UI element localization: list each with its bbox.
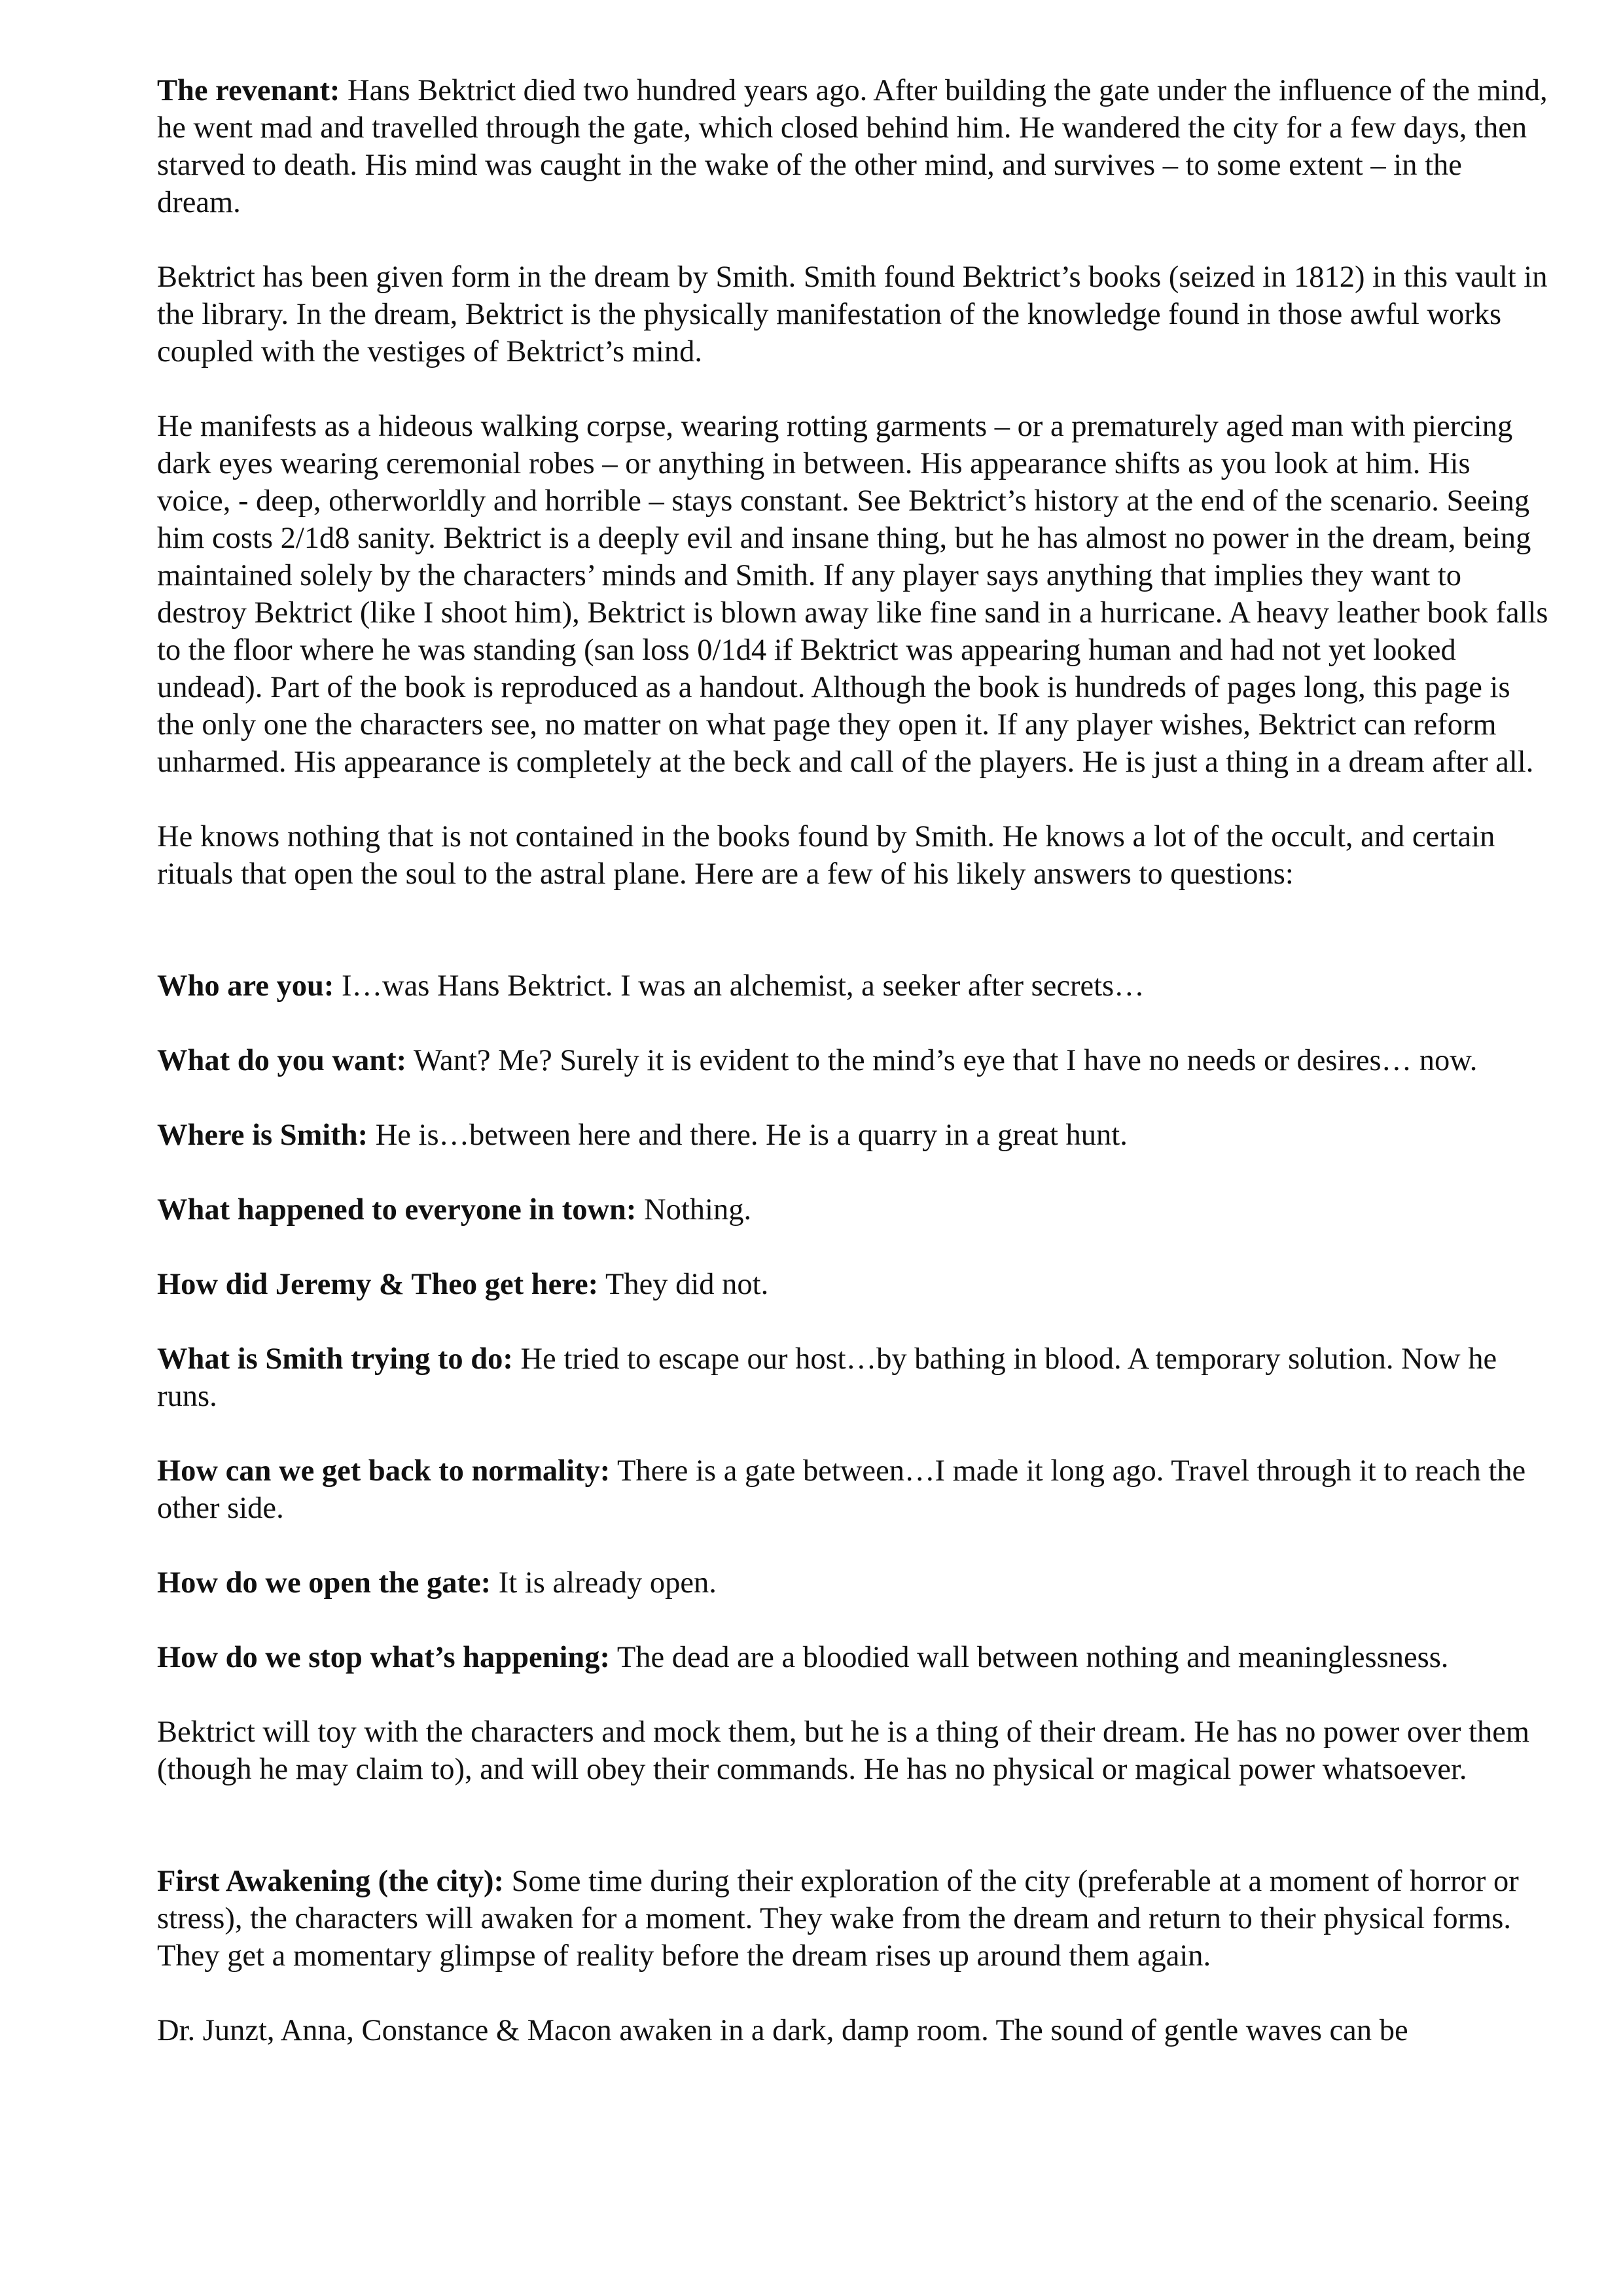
qa-question: What happened to everyone in town: [157,1193,637,1227]
spacer [157,1825,1551,1863]
paragraph-manifestation [157,408,1551,781]
qa-question: Who are you: [157,969,334,1003]
spacer [157,930,1551,967]
qa-answer: Nothing. [636,1193,752,1227]
paragraph-heading: The revenant: [157,74,340,107]
paragraph-text: Some time during their exploration of the city (preferable at a moment of horror or stress), the characters will awaken for a moment. They wake from the dream and return to their physical forms. They get a momentary glimpse of reality before the dream rises up around them again. [157,1865,1519,1973]
paragraph-final [157,2012,1551,2049]
paragraph-knowledge [157,818,1551,893]
qa-item [157,1191,1551,1229]
qa-answer: I…was Hans Bektrict. I was an alchemist, a seeker after secrets… [334,969,1145,1003]
paragraph-text: Bektrict will toy with the characters and mock them, but he is a thing of their dream. He has no power over them (though he may claim to), and will obey their commands. He has no physical or magical power whatsoever. [157,1715,1530,1786]
qa-answer: He tried to escape our host…by bathing in blood. A temporary solution. Now he runs. [157,1342,1497,1413]
qa-answer: Want? Me? Surely it is evident to the mind’s eye that I have no needs or desires… now. [406,1044,1478,1077]
qa-question: Where is Smith: [157,1119,368,1152]
qa-question: What is Smith trying to do: [157,1342,513,1376]
qa-item [157,1117,1551,1154]
qa-item [157,1639,1551,1676]
qa-item [157,1340,1551,1415]
paragraph-text: He knows nothing that is not contained in the books found by Smith. He knows a lot of the occult, and certain rituals that open the soul to the astral plane. Here are a few of his likely answers to questions: [157,820,1495,891]
qa-question: What do you want: [157,1044,407,1077]
paragraph-text: Hans Bektrict died two hundred years ago. After building the gate under the influence of the mind, he went mad and travelled through the gate, which closed behind him. He wandered the city for a few days, then starved to death. His mind was caught in the wake of the other mind, and survives – to some extent – in the dream. [157,74,1548,219]
qa-question: How do we open the gate: [157,1566,491,1600]
qa-item [157,967,1551,1005]
qa-answer: It is already open. [491,1566,717,1600]
paragraph-smith-form [157,259,1551,370]
qa-question: How did Jeremy & Theo get here: [157,1268,599,1301]
qa-item [157,1266,1551,1303]
qa-answer: The dead are a bloodied wall between nothing and meaninglessness. [610,1641,1449,1674]
qa-item [157,1564,1551,1602]
paragraph-text: Dr. Junzt, Anna, Constance & Macon awaken in a dark, damp room. The sound of gentle waves can be [157,2014,1408,2047]
qa-question: How do we stop what’s happening: [157,1641,611,1674]
paragraph-revenant [157,72,1551,221]
qa-answer: There is a gate between…I made it long ago. Travel through it to reach the other side. [157,1454,1526,1525]
document-page [157,72,1551,2087]
qa-answer: They did not. [598,1268,769,1301]
paragraph-heading: First Awakening (the city): [157,1865,504,1898]
qa-item [157,1452,1551,1527]
qa-answer: He is…between here and there. He is a quarry in a great hunt. [368,1119,1128,1152]
qa-question: How can we get back to normality: [157,1454,611,1488]
paragraph-text: He manifests as a hideous walking corpse, wearing rotting garments – or a prematurely aged man with piercing dark eyes wearing ceremonial robes – or anything in between. His appearance shifts as you look at him. His voice, - deep, otherworldly and horrible – stays constant. See Bektrict’s history at the end of the scenario. Seeing him costs 2/1d8 sanity. Bektrict is a deeply evil and insane thing, but he has almost no power in the dream, being maintained solely by the characters’ minds and Smith. If any player says anything that implies they want to destroy Bektrict (like I shoot him), Bektrict is blown away like fine sand in a hurricane. A heavy leather book falls to the floor where he was standing (san loss 0/1d4 if Bektrict was appearing human and had not yet looked undead). Part of the book is reproduced as a handout. Although the book is hundreds of pages long, this page is the only one the characters see, no matter on what page they open it. If any player wishes, Bektrict can reform unharmed. His appearance is completely at the beck and call of the players. He is just a thing in a dream after all. [157,410,1548,779]
paragraph-text: Bektrict has been given form in the dream by Smith. Smith found Bektrict’s books (seized in 1812) in this vault in the library. In the dream, Bektrict is the physically manifestation of the knowledge found in those awful works coupled with the vestiges of Bektrict’s mind. [157,260,1548,368]
qa-item [157,1042,1551,1079]
paragraph-first-awakening [157,1863,1551,1975]
paragraph-toy [157,1713,1551,1788]
